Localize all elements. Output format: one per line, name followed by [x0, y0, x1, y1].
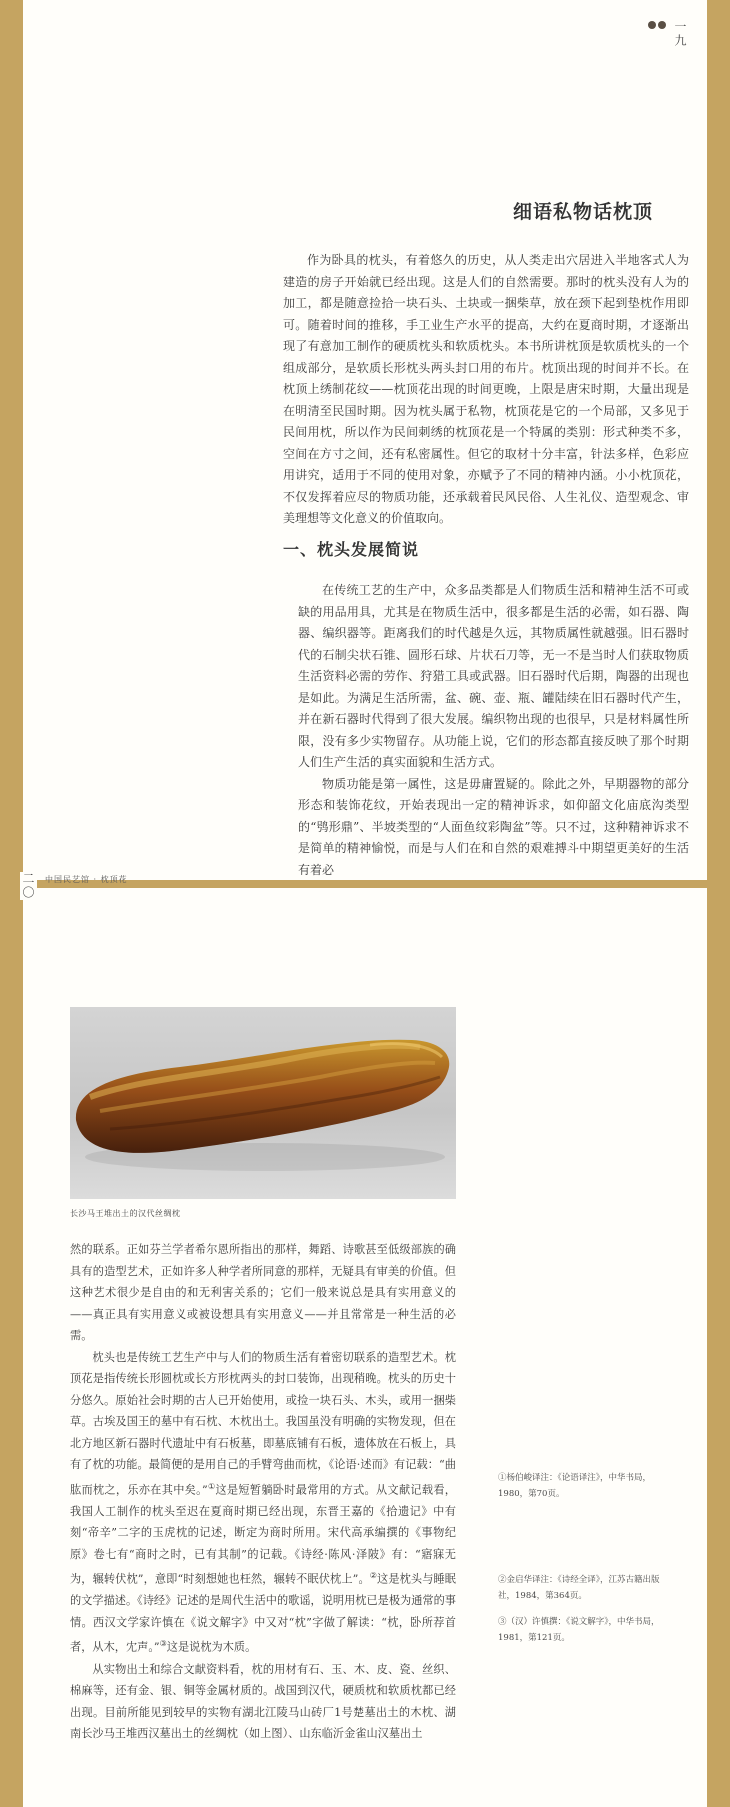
photo-caption: 长沙马王堆出土的汉代丝绸枕: [70, 1209, 181, 1218]
page-ornament-icon: [648, 21, 666, 29]
section-body: [298, 580, 689, 881]
page-body: [70, 1239, 456, 1745]
body-paragraph: 从实物出土和综合文献资料看，枕的用材有石、玉、木、皮、瓷、丝织、棉麻等，还有金、银、铜等金属材质的。战国到汉代，硬质枕和软质枕都已经出现。目前所能见到较早的实物有湖北江陵马山砖厂1号楚墓出土的木枕、湖南长沙马王堆西汉墓出土的丝绸枕（如上图）、山东临沂金雀山汉墓出土: [70, 1662, 456, 1741]
page-folio-left: [20, 872, 128, 900]
footnote: ①杨伯峻译注：《论语译注》，中华书局，1980，第70页。: [498, 1473, 652, 1499]
page-nineteen: [23, 0, 707, 880]
running-title: 中国民艺馆 · 枕顶花: [45, 875, 128, 884]
body-paragraph: 物质功能是第一属性，这是毋庸置疑的。除此之外，早期器物的部分形态和装饰花纹，开始表现出一定的精神诉求，如仰韶文化庙底沟类型的“鸮形鼎”、半坡类型的“人面鱼纹彩陶盆”等。只不过，这种精神诉求不是简单的精神愉悦，而是与人们在和自然的艰难搏斗中期望更美好的生活有着必: [298, 776, 689, 877]
footnote-ref: ②: [369, 1571, 378, 1581]
footnote-ref: ③: [159, 1639, 167, 1649]
footnote-ref: ①: [207, 1481, 216, 1491]
intro-paragraph: 作为卧具的枕头，有着悠久的历史，从人类走出穴居进入半地客式人为建造的房子开始就已经出现。这是人们的自然需要。那时的枕头没有人为的加工，都是随意捡拾一块石头、土块或一捆柴草，放在颈下起到垫枕作用即可。随着时间的推移，手工业生产水平的提高，大约在夏商时期，才逐渐出现了有意加工制作的硬质枕头和软质枕头。本书所讲枕顶是软质枕头的一个组成部分，是软质长形枕头两头封口用的布片。枕顶出现的时间并不长。在枕顶上绣制花纹——枕顶花出现的时间更晚，上限是唐宋时期，大量出现是在明清至民国时期。因为枕头属于私物，枕顶花是它的一个局部，又多见于民间用枕，所以作为民间刺绣的枕顶花是一个特属的类别：形式种类不多，空间在方寸之间，还有私密属性。但它的取材十分丰富，针法多样，色彩应用讲究，适用于不同的使用对象，亦赋予了不同的精神内涵。小小枕顶花，不仅发挥着应尽的物质功能，还承载着民风民俗、人生礼仪、造型观念、审美理想等文化意义的价值取向。: [283, 253, 689, 525]
footnote: ②金启华译注：《诗经全译》，江苏古籍出版社，1984，第364页。: [498, 1575, 660, 1601]
page-twenty: [23, 888, 707, 1807]
section-heading: 一、枕头发展简说: [283, 540, 420, 559]
page-number: 一九: [673, 20, 687, 48]
footnote: ③（汉）许慎撰：《说文解字》，中华书局，1981，第121页。: [498, 1617, 660, 1643]
body-paragraph: 然的联系。正如芬兰学者希尔恩所指出的那样，舞蹈、诗歌甚至低级部族的确具有的造型艺术，正如许多人种学者所同意的那样，无疑具有审美的价值。但这种艺术很少是自由的和无利害关系的；它们一般来说总是具有实用意义的——真正具有实用意义或被设想具有实用意义——并且常常是一种生活的必需。: [70, 1243, 456, 1342]
page-folio: [648, 20, 689, 48]
body-paragraph: 枕头也是传统工艺生产中与人们的物质生活有着密切联系的造型艺术。枕顶花是指传统长形圆枕或长方形枕两头的封口装饰，出现稍晚。枕头的历史十分悠久。原始社会时期的古人已开始使用，或捡一块石头、木头，或用一捆柴草。古埃及国王的墓中有石枕、木枕出土。我国虽没有明确的实物发现，但在北方地区新石器时代遗址中有石板墓，即墓底铺有石板，遗体放在石板上，具有了枕的功能。最简便的是用自己的手臂弯曲而枕，《论语·述而》有记载：“曲肱而枕之，乐亦在其中矣。”①这是短暂躺卧时最常用的方式。从文献记载看，我国人工制作的枕头至迟在夏商时期已经出现，东晋王嘉的《拾遗记》中有刻“帝辛”二字的玉虎枕的记述，断定为商时所用。宋代高承编撰的《事物纪原》卷七有“商时之时，已有其制”的记载。《诗经·陈风·泽陂》有：“寤寐无为，辗转伏枕”，意即“时刻想她也枉然，辗转不眠伏枕上”。②这是枕头与睡眠的文学描述。《诗经》记述的是周代生活中的歌谣，说明用枕已是极为通常的事情。西汉文学家许慎在《说文解字》中又对“枕”字做了解读：“枕，卧所荐首者，从木，冘声。”③这是说枕为木质。: [70, 1350, 456, 1655]
body-paragraph: 在传统工艺的生产中，众多品类都是人们物质生活和精神生活不可或缺的用品用具，尤其是在物质生活中，很多都是生活的必需，如石器、陶器、编织器等。距离我们的时代越是久远，其物质属性就越强。旧石器时代的石制尖状石锥、圆形石球、片状石刀等，无一不是当时人们获取物质生活资料必需的劳作、狩猎工具或武器。旧石器时代后期，陶器的出现也是如此。为满足生活所需，盆、碗、壶、瓶、罐陆续在旧石器时代产生，并在新石器时代得到了很大发展。编织物出现的也很早，只是材料属性所限，没有多少实物留存。从功能上说，它们的形态都直接反映了那个时期人们生产生活的真实面貌和生活方式。: [298, 583, 689, 769]
page-number: 二〇: [21, 872, 35, 900]
silk-pillow-photo: [70, 1007, 456, 1199]
chapter-title: 细语私物话枕顶: [512, 201, 653, 223]
